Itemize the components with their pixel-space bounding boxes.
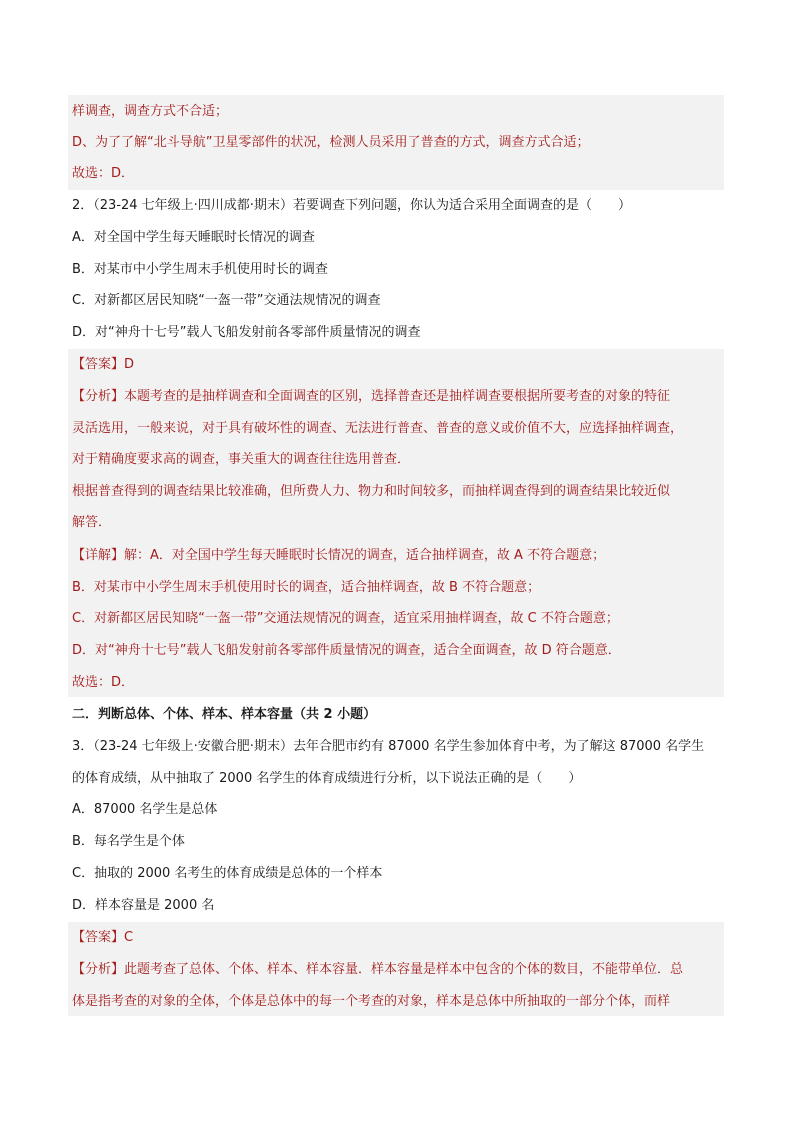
section-heading: 二．判断总体、个体、样本、样本容量（共 2 小题） [72, 707, 377, 722]
answer-tag: 【答案】 [72, 357, 125, 372]
q3-stem-cont: 的体育成绩，从中抽取了 2000 名学生的体育成绩进行分析，以下说法正确的是（ ） [72, 771, 582, 786]
analysis-tag: 【分析】 [72, 389, 125, 404]
q2-detail [72, 547, 605, 565]
q3-option-b: B．每名学生是个体 [72, 834, 185, 849]
q3-stem: 3．（23-24 七年级上·安徽合肥·期末）去年合肥市约有 87000 名学生参加体育中考，为了解这 87000 名学生 [72, 739, 705, 754]
q2-option-c: C．对新都区居民知晓“一盔一带”交通法规情况的调查 [72, 293, 381, 308]
analysis-tag: 【分析】 [72, 962, 125, 977]
q2-answer [72, 356, 134, 374]
q2-conclusion: 故选：D． [72, 675, 135, 690]
q2-detail-line: C．对新都区居民知晓“一盔一带”交通法规情况的调查，适宜采用抽样调查，故 C 不符合题意； [72, 611, 619, 626]
analysis-text: 本题考查的是抽样调查和全面调查的区别，选择普查还是抽样调查要根据所要考查的对象的特征 [124, 389, 671, 404]
detail-text: 解：A．对全国中学生每天睡眠时长情况的调查，适合抽样调查，故 A 不符合题意； [124, 548, 606, 563]
q2-detail-line: B．对某市中小学生周末手机使用时长的调查，适合抽样调查，故 B 不符合题意； [72, 580, 541, 595]
q2-analysis-line: 解答． [72, 515, 112, 530]
q3-analysis [72, 961, 683, 979]
q2-stem: 2．（23-24 七年级上·四川成都·期末）若要调查下列问题，你认为适合采用全面调查的是（ ） [72, 198, 631, 213]
analysis-text: 此题考查了总体、个体、样本、样本容量．样本容量是样本中包含的个体的数目，不能带单位．总 [124, 962, 684, 977]
q2-detail-line: D．对“神舟十七号”载人飞船发射前各零部件质量情况的调查，适合全面调查，故 D 符合题意． [72, 643, 621, 658]
q3-option-c: C．抽取的 2000 名考生的体育成绩是总体的一个样本 [72, 866, 383, 881]
answer-tag: 【答案】 [72, 930, 125, 945]
q2-analysis-line: 根据普查得到的调查结果比较准确，但所费人力、物力和时间较多，而抽样调查得到的调查结果比较近似 [72, 484, 671, 499]
q2-option-a: A．对全国中学生每天睡眠时长情况的调查 [72, 230, 315, 245]
answer-value: C [124, 930, 134, 945]
q2-option-b: B．对某市中小学生周末手机使用时长的调查 [72, 262, 328, 277]
q2-analysis-line: 对于精确度要求高的调查，事关重大的调查往往选用普查． [72, 452, 411, 467]
q3-answer [72, 929, 133, 947]
answer-value: D [124, 357, 135, 372]
q1-conclusion: 故选：D． [72, 166, 135, 181]
q2-analysis [72, 388, 670, 406]
q3-option-d: D．样本容量是 2000 名 [72, 898, 215, 913]
q1-solution-line: 样调查，调查方式不合适； [72, 104, 229, 119]
q2-option-d: D．对“神舟十七号”载人飞船发射前各零部件质量情况的调查 [72, 325, 421, 340]
q2-analysis-line: 灵活选用，一般来说，对于具有破坏性的调查、无法进行普查、普查的意义或价值不大，应选择抽样调查， [72, 421, 684, 436]
q1-solution-line: D、为了了解“北斗导航”卫星零部件的状况，检测人员采用了普查的方式，调查方式合适； [72, 135, 590, 150]
q3-analysis-line: 体是指考查的对象的全体，个体是总体中的每一个考查的对象，样本是总体中所抽取的一部分个体，而样 [72, 994, 671, 1009]
q3-option-a: A．87000 名学生是总体 [72, 802, 218, 817]
detail-tag: 【详解】 [72, 548, 125, 563]
